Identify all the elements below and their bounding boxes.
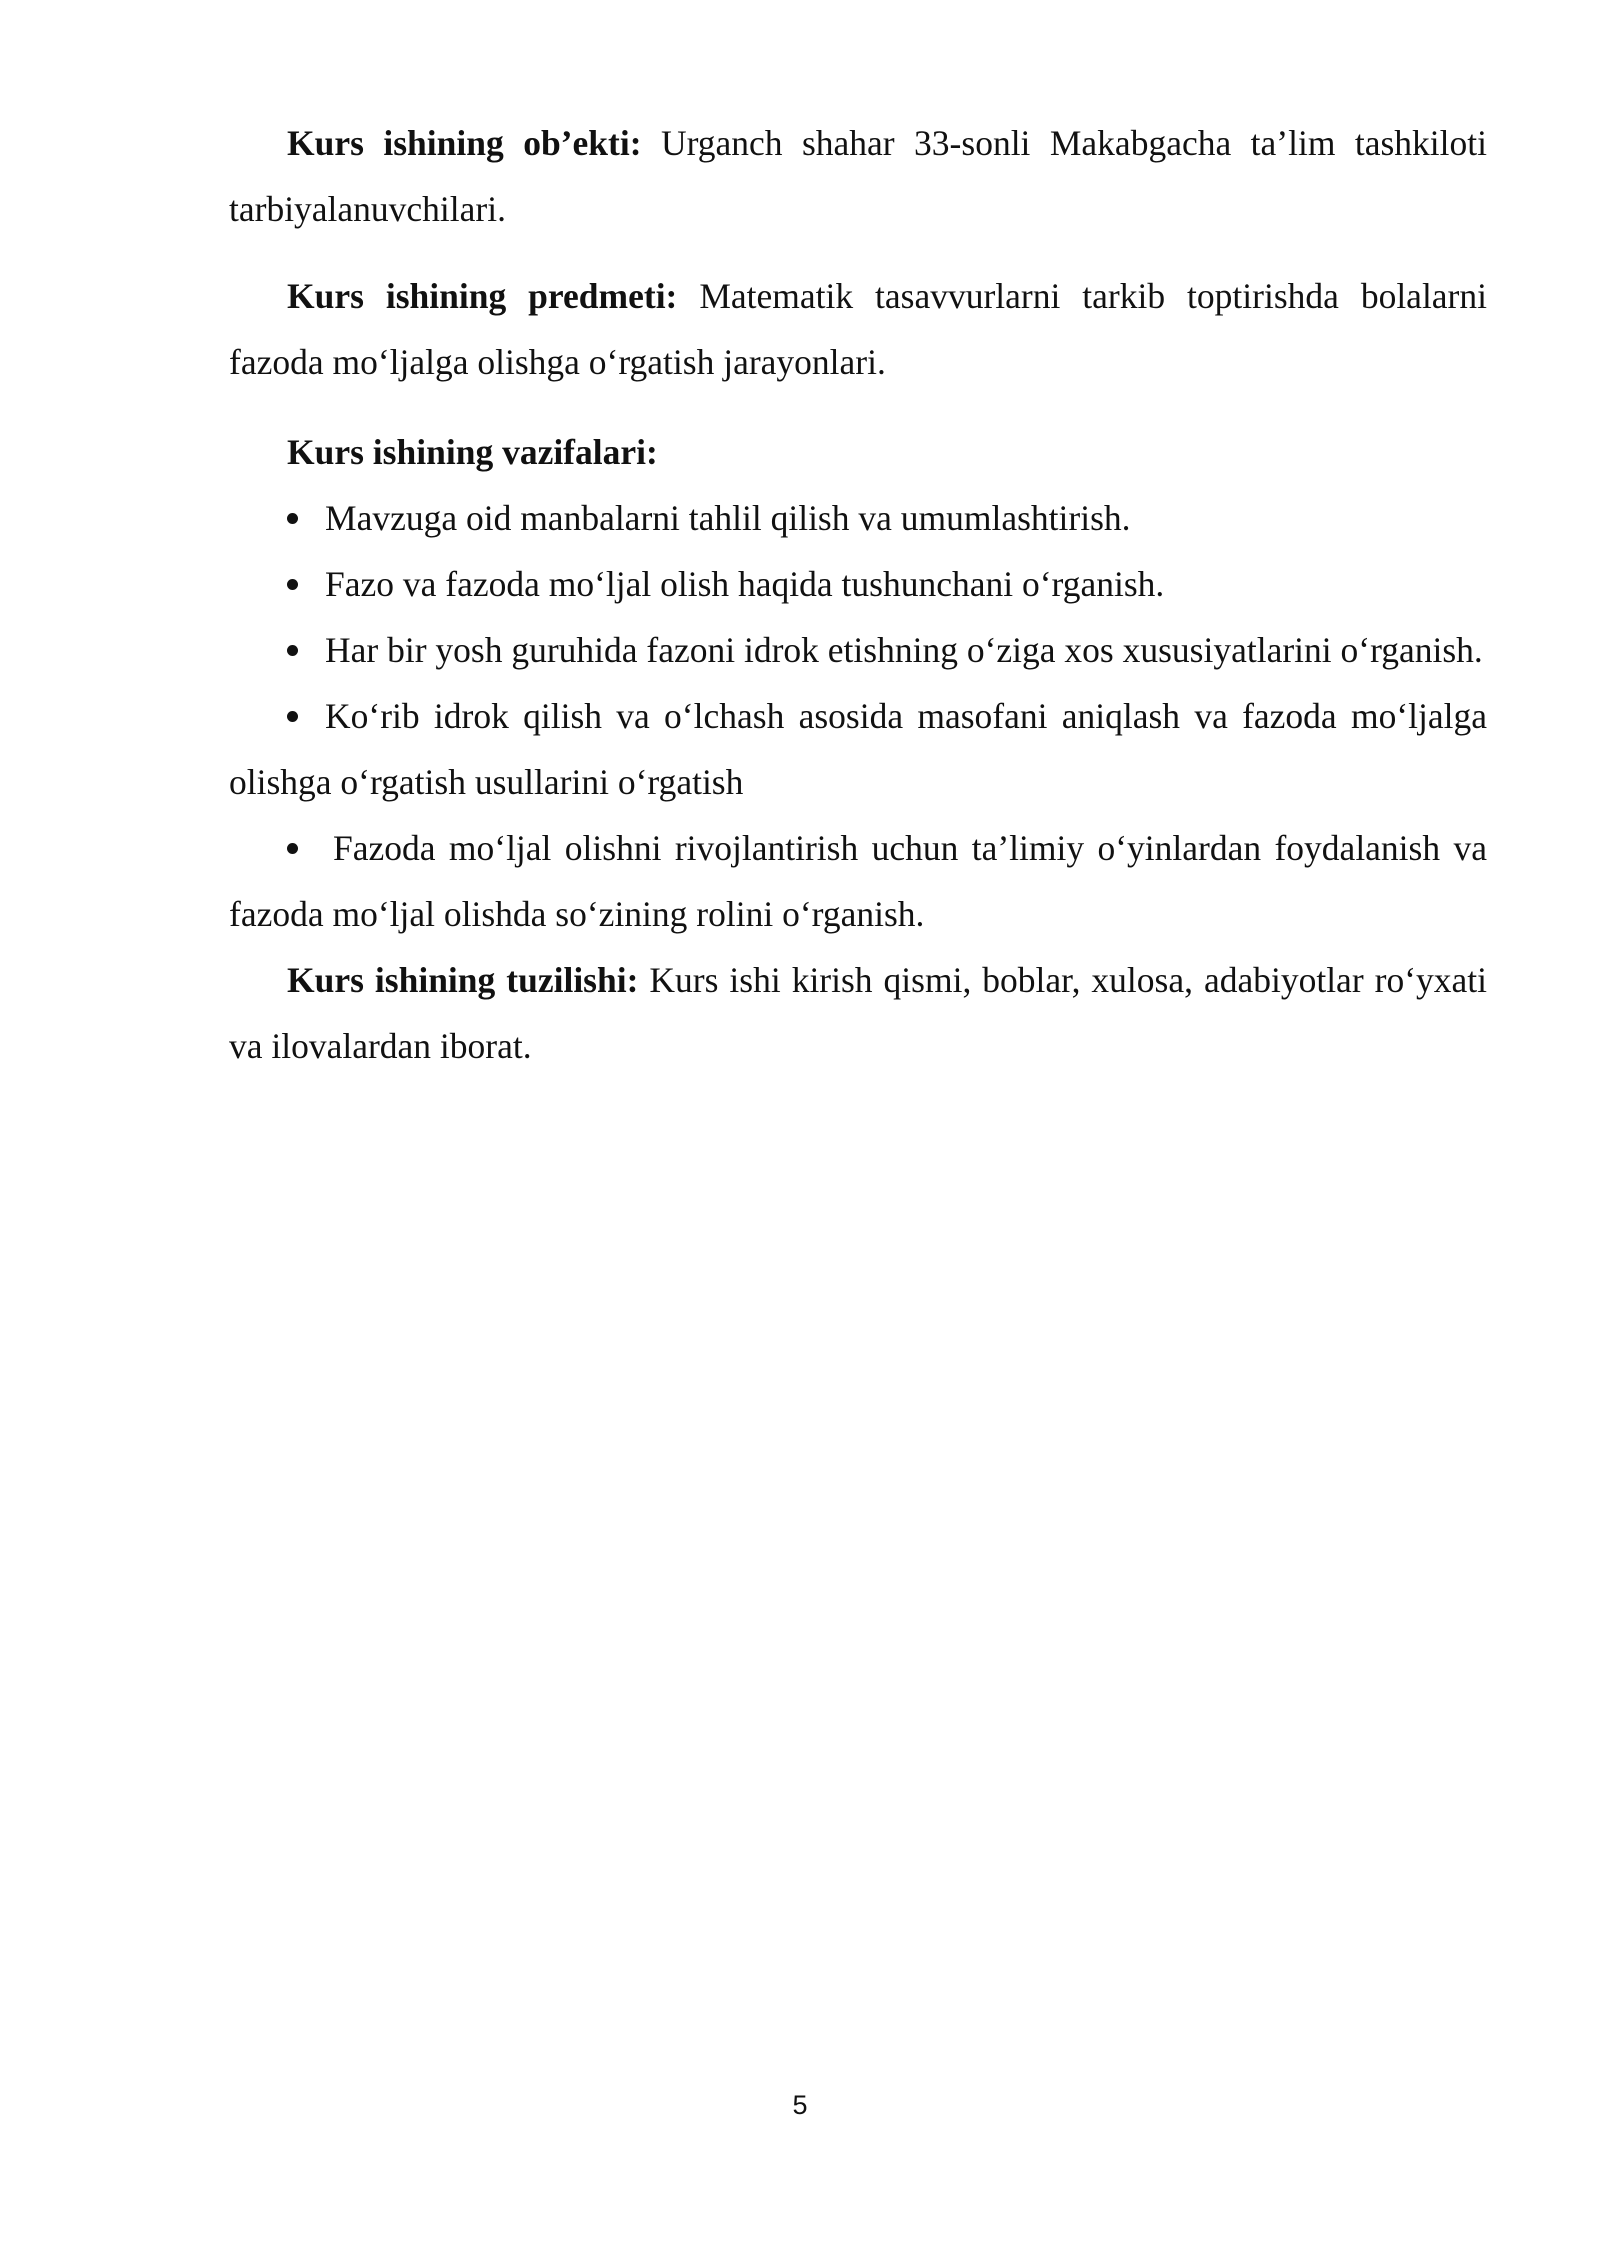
bullet-icon [287, 485, 325, 551]
tasks-heading: Kurs ishining vazifalari: [287, 432, 658, 472]
structure-label: Kurs ishining tuzilishi: [287, 960, 639, 1000]
tasks-list [229, 485, 1487, 947]
page-number: 5 [792, 2090, 808, 2120]
page-content [229, 110, 1487, 1079]
list-item [229, 617, 1487, 683]
bullet-icon [287, 551, 325, 617]
object-paragraph [229, 110, 1487, 242]
list-item [229, 485, 1487, 551]
list-item-text: Har bir yosh guruhida fazoni idrok etishning o‘ziga xos xususiyatlarini o‘rganish. [325, 630, 1483, 670]
list-item [229, 551, 1487, 617]
list-item [229, 815, 1487, 947]
structure-paragraph [229, 947, 1487, 1079]
subject-label: Kurs ishining predmeti: [287, 276, 678, 316]
subject-text: Matematik tasavvurlarni tarkib toptirishda bolalarni fazoda mo‘ljalga olishga o‘rgatish jarayonlari. [229, 276, 1487, 382]
list-item-text: Fazo va fazoda mo‘ljal olish haqida tushunchani o‘rganish. [325, 564, 1165, 604]
bullet-icon [287, 815, 333, 881]
object-text: Urganch shahar 33-sonli Makabgacha ta’lim tashkiloti tarbiyalanuvchilari. [229, 123, 1487, 229]
bullet-icon [287, 617, 325, 683]
list-item-text: Ko‘rib idrok qilish va o‘lchash asosida masofani aniqlash va fazoda mo‘ljalga olishga o‘rgatish usullarini o‘rgatish [229, 696, 1487, 802]
structure-text: Kurs ishi kirish qismi, boblar, xulosa, adabiyotlar ro‘yxati va ilovalardan iborat. [229, 960, 1487, 1066]
subject-paragraph [229, 263, 1487, 395]
list-item-text: Mavzuga oid manbalarni tahlil qilish va umumlashtirish. [325, 498, 1131, 538]
object-label: Kurs ishining ob’ekti: [287, 123, 642, 163]
bullet-icon [287, 683, 325, 749]
list-item [229, 683, 1487, 815]
list-item-text: Fazoda mo‘ljal olishni rivojlantirish uchun ta’limiy o‘yinlardan foydalanish va fazoda mo‘ljal olishda so‘zining rolini o‘rganish. [229, 828, 1487, 934]
